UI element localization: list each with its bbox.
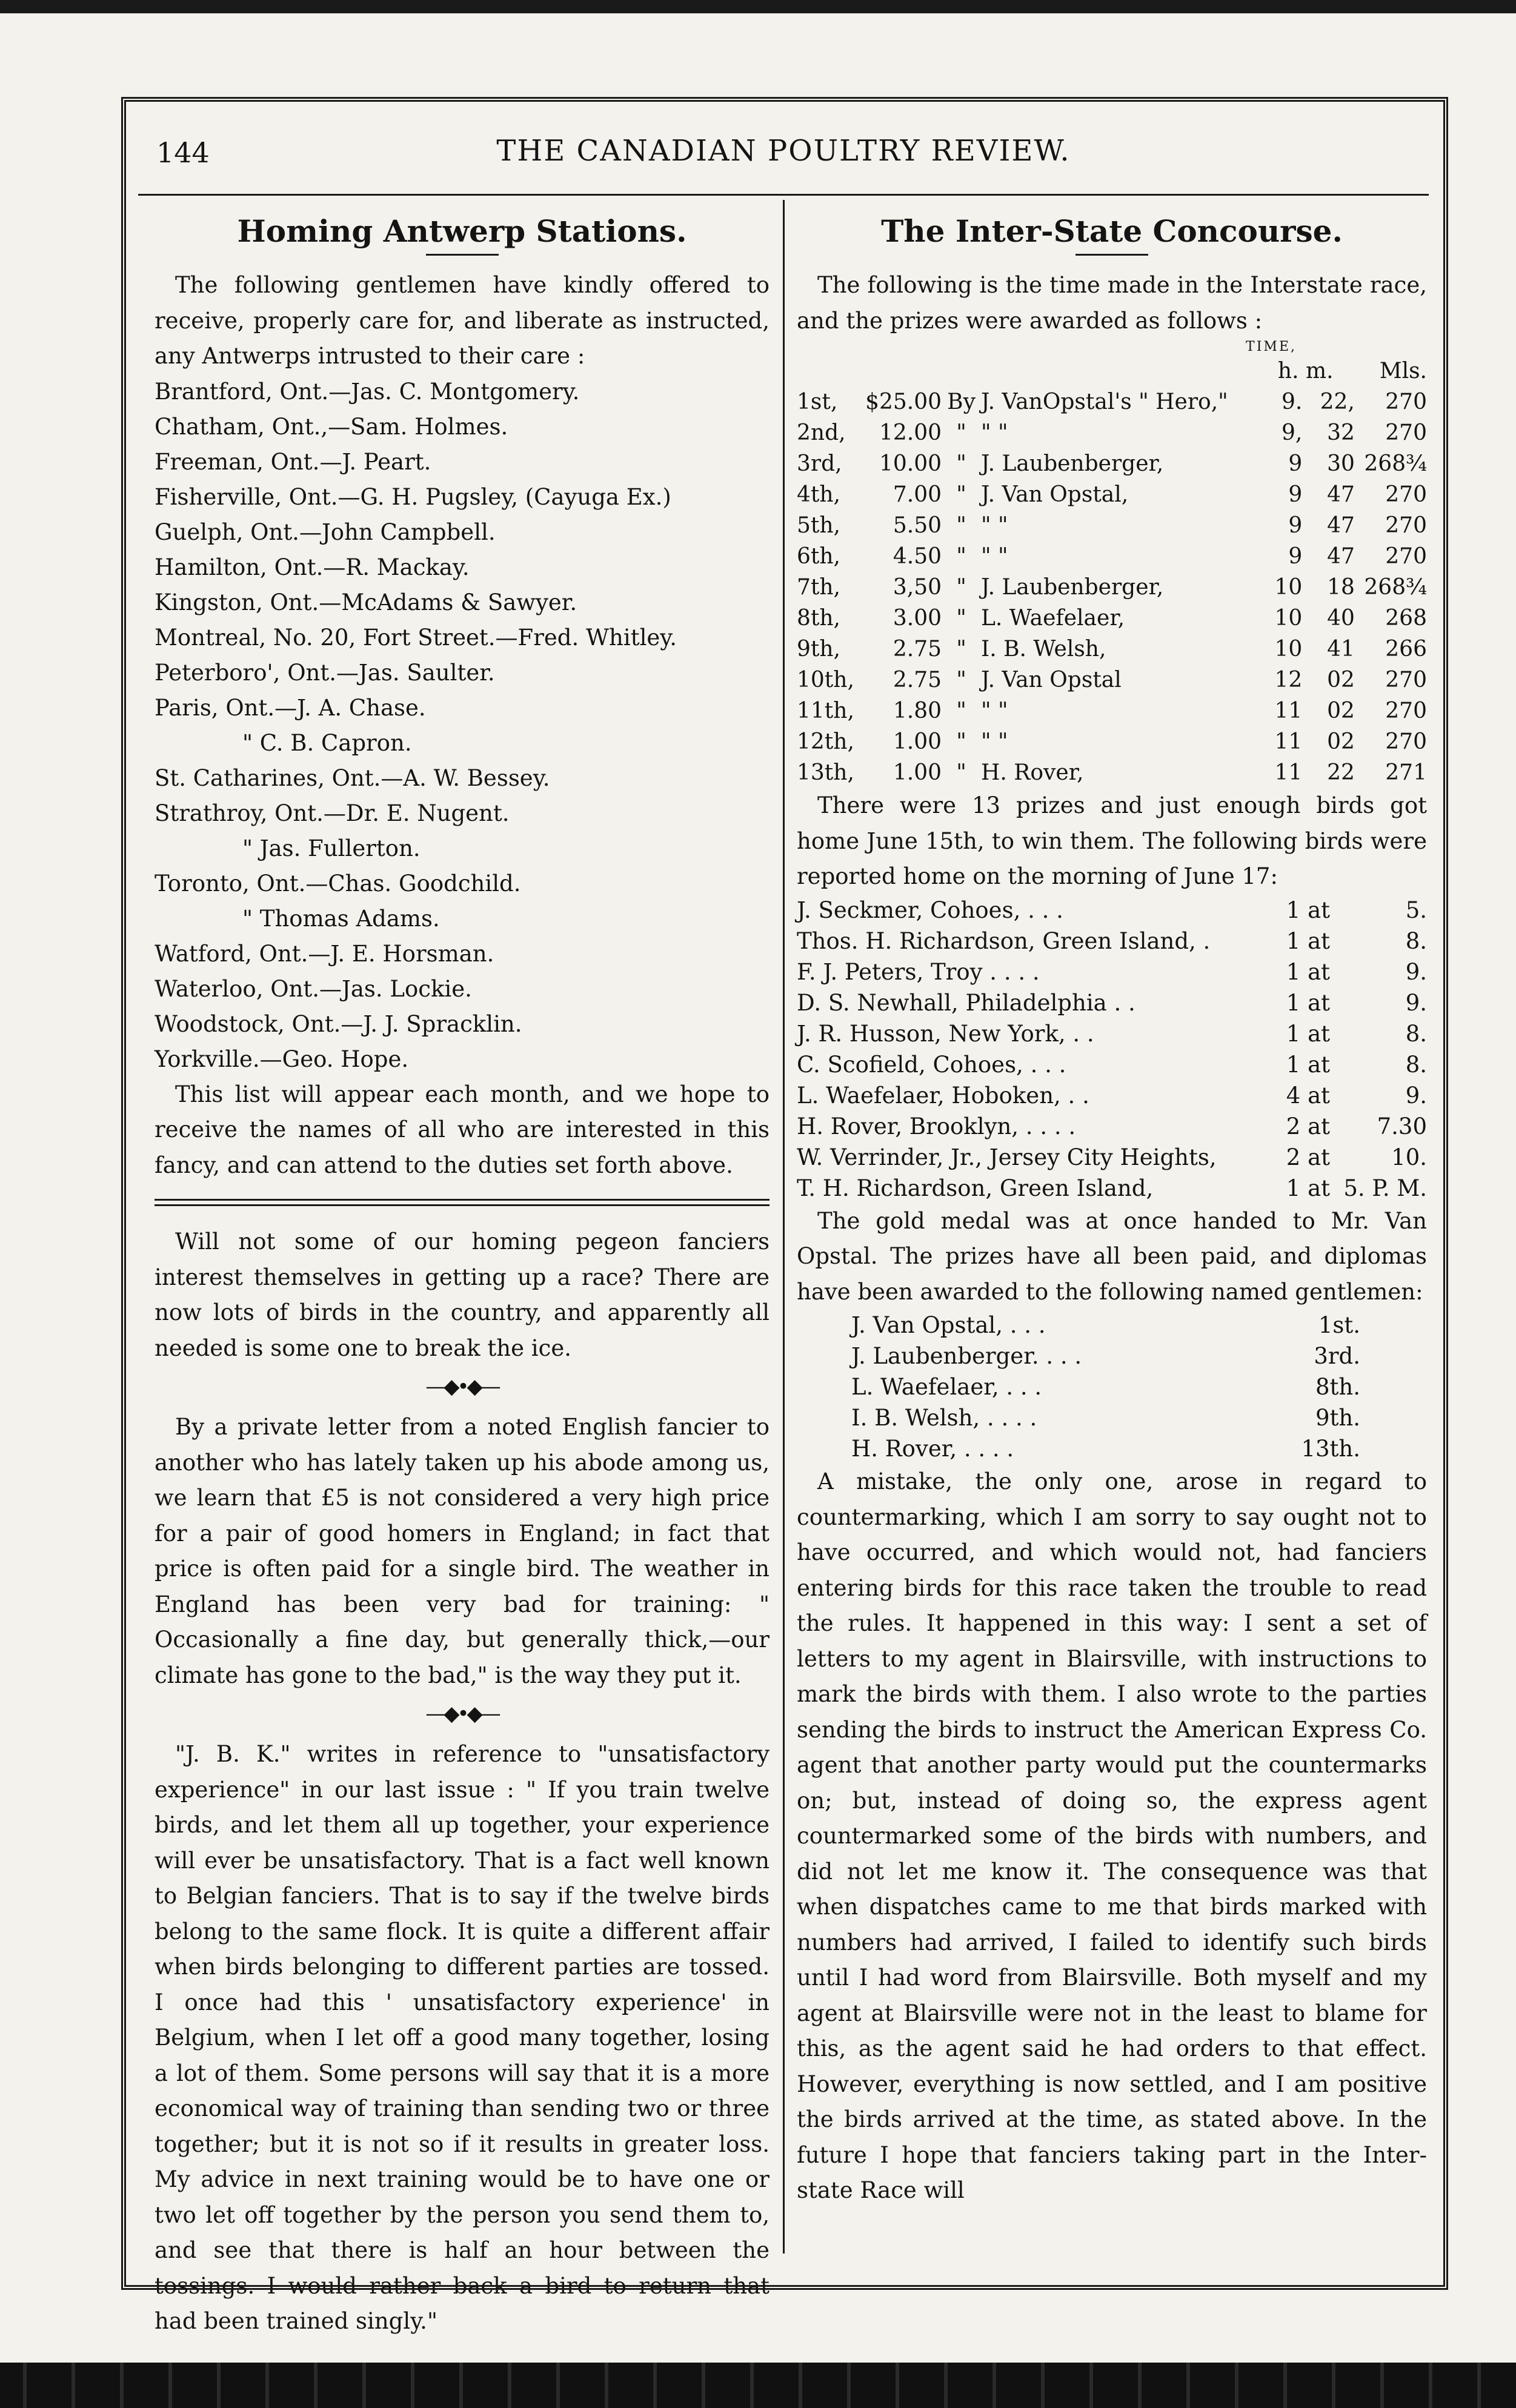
arrival-row xyxy=(797,1142,1427,1173)
prize-winner: " " xyxy=(980,420,1008,445)
prize-by: " xyxy=(956,544,966,569)
arrival-count: 4 at xyxy=(1286,1082,1330,1109)
station-item: " Jas. Fullerton. xyxy=(242,835,421,861)
arrival-time: 8. xyxy=(1405,927,1427,954)
prize-winner: I. B. Welsh, xyxy=(980,637,1106,662)
prize-by: " xyxy=(956,760,966,785)
page-header xyxy=(138,124,1429,191)
prize-amount: 1.00 xyxy=(893,729,942,754)
station-item: Chatham, Ont.,—Sam. Holmes. xyxy=(155,413,508,440)
paragraph-race: Will not some of our homing pegeon fanciers interest themselves in getting up a race? There are now lots of birds in the country, and apparently all needed is some one to break the ice. xyxy=(155,1229,770,1361)
prize-hours: 10 xyxy=(1274,606,1303,631)
heading-inter-state-concourse: The Inter-State Concourse. xyxy=(881,213,1343,249)
arrival-count: 1 at xyxy=(1286,989,1330,1016)
prize-row xyxy=(797,448,1427,479)
station-item: Toronto, Ont.—Chas. Goodchild. xyxy=(155,870,521,897)
arrival-count: 1 at xyxy=(1286,958,1330,985)
prize-place: 9th, xyxy=(797,637,840,662)
station-item: " C. B. Capron. xyxy=(242,729,412,756)
prize-row xyxy=(797,603,1427,634)
arrival-count: 1 at xyxy=(1286,1051,1330,1078)
hm-label: h. m. xyxy=(1277,359,1334,383)
prize-place: 11th, xyxy=(797,698,854,723)
arrival-time: 5. P. M. xyxy=(1343,1175,1427,1201)
diploma-place: 8th. xyxy=(1315,1374,1360,1400)
prize-minutes: 22, xyxy=(1320,390,1355,414)
arrival-name: Thos. H. Richardson, Green Island, . xyxy=(797,927,1211,954)
prize-hours: 10 xyxy=(1274,575,1303,600)
prize-place: 4th, xyxy=(797,482,840,507)
station-item: Guelph, Ont.—John Campbell. xyxy=(155,519,496,545)
diploma-place: 9th. xyxy=(1315,1405,1360,1431)
prize-row xyxy=(797,479,1427,510)
prize-by: " xyxy=(956,420,966,445)
prize-minutes: 47 xyxy=(1327,513,1355,538)
prize-minutes: 02 xyxy=(1327,668,1355,692)
station-item: Watford, Ont.—J. E. Horsman. xyxy=(155,940,494,967)
left-column xyxy=(155,206,770,2340)
diploma-place: 3rd. xyxy=(1314,1343,1360,1369)
prize-place: 8th, xyxy=(797,606,840,631)
prize-by: " xyxy=(956,513,966,538)
station-item: Montreal, No. 20, Fort Street.—Fred. Whitley. xyxy=(155,624,677,651)
station-item: Peterboro', Ont.—Jas. Saulter. xyxy=(155,659,495,686)
scan-edge-bottom xyxy=(0,2363,1516,2408)
prize-amount: 7.00 xyxy=(893,482,942,507)
arrival-row xyxy=(797,926,1427,957)
prize-miles: 270 xyxy=(1385,668,1427,692)
arrival-name: F. J. Peters, Troy . . . . xyxy=(797,958,1040,985)
prize-row xyxy=(797,417,1427,448)
prize-miles: 270 xyxy=(1385,729,1427,754)
arrivals-table xyxy=(797,895,1427,1204)
prize-winner: " " xyxy=(980,729,1008,754)
arrival-name: J. Seckmer, Cohoes, . . . xyxy=(797,897,1063,923)
prize-minutes: 22 xyxy=(1327,760,1355,785)
prize-miles: 270 xyxy=(1385,420,1427,445)
diploma-row xyxy=(851,1402,1360,1433)
prize-miles: 271 xyxy=(1385,760,1427,785)
arrival-row xyxy=(797,1049,1427,1080)
prize-row xyxy=(797,757,1427,788)
paragraph-mistake: A mistake, the only one, arose in regard to countermarking, which I am sorry to say ought not to have occurred, and which would not, had fanciers entering birds for this race taken the trouble to read the rules. It happened in this way: I sent a set of letters to my agent in Blairsville, with instructions to mark the birds with them. I also wrote to the parties sending the birds to instruct the American Express Co. agent that another party would put the countermarks on; but, instead of doing so, the express agent countermarked some of the birds with numbers, and did not let me know it. The consequence was that when dispatches came to me that birds marked with numbers had arrived, I failed to identify such birds until I had word from Blairsville. Both myself and my agent at Blairsville were not in the least to blame for this, as the agent said he had orders to that effect. However, everything is now settled, and I am positive the birds arrived at the time, as stated above. In the future I hope that fanciers taking part in the Inter-state Race will xyxy=(797,1468,1427,2203)
prize-by: " xyxy=(956,729,966,754)
prize-row xyxy=(797,634,1427,665)
prize-table-header xyxy=(797,356,1427,386)
prize-table xyxy=(797,356,1427,788)
prize-place: 2nd, xyxy=(797,420,846,445)
arrival-name: W. Verrinder, Jr., Jersey City Heights, xyxy=(797,1144,1217,1170)
prize-miles: 270 xyxy=(1385,544,1427,569)
prize-amount: $25.00 xyxy=(865,390,942,414)
prize-amount: 10.00 xyxy=(879,451,942,476)
prize-miles: 266 xyxy=(1385,637,1427,662)
prize-by: " xyxy=(956,606,966,631)
arrival-time: 9. xyxy=(1405,989,1427,1016)
prize-winner: J. Laubenberger, xyxy=(980,451,1164,476)
prize-minutes: 47 xyxy=(1327,482,1355,507)
stations-note: This list will appear each month, and we hope to receive the names of all who are interested in this fancy, and can attend to the duties set forth above. xyxy=(155,1081,770,1178)
arrival-count: 1 at xyxy=(1286,927,1330,954)
prize-winner: L. Waefelaer, xyxy=(980,606,1125,631)
ornament-divider: —◆•◆— xyxy=(425,1702,499,1726)
prize-minutes: 32 xyxy=(1327,420,1355,445)
arrival-row xyxy=(797,957,1427,987)
prize-place: 6th, xyxy=(797,544,840,569)
prize-row xyxy=(797,510,1427,541)
station-item: Brantford, Ont.—Jas. C. Montgomery. xyxy=(155,378,580,405)
prize-row xyxy=(797,541,1427,572)
station-item: Fisherville, Ont.—G. H. Pugsley, (Cayuga Ex.) xyxy=(155,483,671,510)
prize-amount: 5.50 xyxy=(893,513,942,538)
station-item: Woodstock, Ont.—J. J. Spracklin. xyxy=(155,1010,522,1037)
diploma-place: 13th. xyxy=(1301,1436,1360,1462)
paragraph-prizes: There were 13 prizes and just enough birds got home June 15th, to win them. The following birds were reported home on the morning of June 17: xyxy=(797,792,1427,889)
prize-winner: " " xyxy=(980,513,1008,538)
prize-hours: 11 xyxy=(1274,698,1303,723)
station-item: " Thomas Adams. xyxy=(242,905,440,932)
header-rule xyxy=(138,194,1429,196)
station-item: Hamilton, Ont.—R. Mackay. xyxy=(155,554,470,580)
arrival-count: 1 at xyxy=(1286,897,1330,923)
ornament-divider: —◆•◆— xyxy=(425,1375,499,1399)
prize-hours: 9 xyxy=(1288,482,1303,507)
arrival-count: 1 at xyxy=(1286,1020,1330,1047)
prize-minutes: 02 xyxy=(1327,729,1355,754)
arrival-name: C. Scofield, Cohoes, . . . xyxy=(797,1051,1066,1078)
prize-row xyxy=(797,726,1427,757)
prize-amount: 1.00 xyxy=(893,760,942,785)
prize-miles: 268 xyxy=(1385,606,1427,631)
prize-amount: 2.75 xyxy=(893,668,942,692)
stations-intro: The following gentlemen have kindly offered to receive, properly care for, and liberate as instructed, any Antwerps intrusted to their care : xyxy=(155,272,770,369)
column-divider xyxy=(783,200,785,2254)
arrival-time: 10. xyxy=(1391,1144,1427,1170)
prize-amount: 12.00 xyxy=(879,420,942,445)
prize-amount: 3,50 xyxy=(893,575,942,600)
prize-hours: 10 xyxy=(1274,637,1303,662)
prize-minutes: 40 xyxy=(1327,606,1355,631)
arrival-name: T. H. Richardson, Green Island, xyxy=(797,1175,1154,1201)
prize-winner: " " xyxy=(980,544,1008,569)
prize-place: 7th, xyxy=(797,575,840,600)
station-item: Kingston, Ont.—McAdams & Sawyer. xyxy=(155,589,577,615)
prize-winner: J. VanOpstal's " Hero," xyxy=(980,390,1228,414)
diploma-row xyxy=(851,1433,1360,1464)
arrival-time: 8. xyxy=(1405,1020,1427,1047)
prize-place: 3rd, xyxy=(797,451,842,476)
prize-miles: 270 xyxy=(1385,698,1427,723)
station-item: Freeman, Ont.—J. Peart. xyxy=(155,448,431,475)
arrival-time: 9. xyxy=(1405,958,1427,985)
heading-rule xyxy=(426,254,499,256)
arrival-name: D. S. Newhall, Philadelphia . . xyxy=(797,989,1135,1016)
prize-by: " xyxy=(956,698,966,723)
arrival-time: 7.30 xyxy=(1377,1113,1427,1139)
station-item: St. Catharines, Ont.—A. W. Bessey. xyxy=(155,765,550,791)
prize-winner: J. Laubenberger, xyxy=(980,575,1164,600)
prize-miles: 270 xyxy=(1385,513,1427,538)
prize-place: 10th, xyxy=(797,668,854,692)
prize-minutes: 02 xyxy=(1327,698,1355,723)
arrival-row xyxy=(797,1111,1427,1142)
prize-winner: J. Van Opstal xyxy=(980,668,1122,692)
prize-hours: 9, xyxy=(1281,420,1303,445)
diplomas-table xyxy=(851,1310,1360,1464)
prize-amount: 2.75 xyxy=(893,637,942,662)
station-item: Waterloo, Ont.—Jas. Lockie. xyxy=(155,975,472,1002)
prize-hours: 9 xyxy=(1288,451,1303,476)
time-column-label: TIME, xyxy=(1246,339,1297,354)
arrival-row xyxy=(797,1018,1427,1049)
section-rule xyxy=(155,1199,770,1206)
prize-row xyxy=(797,695,1427,726)
arrival-count: 2 at xyxy=(1286,1113,1330,1139)
prize-miles: 268¾ xyxy=(1364,451,1427,476)
prize-miles: 270 xyxy=(1385,390,1427,414)
prize-place: 5th, xyxy=(797,513,840,538)
paragraph-medal: The gold medal was at once handed to Mr. Van Opstal. The prizes have all been paid, and diplomas have been awarded to the following named gentlemen: xyxy=(797,1207,1427,1305)
concourse-intro: The following is the time made in the Interstate race, and the prizes were awarded as follows : xyxy=(797,272,1427,334)
prize-winner: J. Van Opstal, xyxy=(980,482,1129,507)
arrival-row xyxy=(797,1173,1427,1204)
diploma-row xyxy=(851,1371,1360,1402)
scan-edge-top xyxy=(0,0,1516,13)
station-item: Yorkville.—Geo. Hope. xyxy=(155,1046,409,1072)
diploma-name: J. Laubenberger. . . . xyxy=(851,1343,1082,1369)
prize-by: " xyxy=(956,668,966,692)
arrival-name: L. Waefelaer, Hoboken, . . xyxy=(797,1082,1089,1109)
page-number: 144 xyxy=(156,136,210,169)
arrival-name: H. Rover, Brooklyn, . . . . xyxy=(797,1113,1076,1139)
prize-minutes: 47 xyxy=(1327,544,1355,569)
prize-minutes: 30 xyxy=(1327,451,1355,476)
prize-miles: 270 xyxy=(1385,482,1427,507)
prize-place: 12th, xyxy=(797,729,854,754)
prize-by: " xyxy=(956,575,966,600)
diploma-row xyxy=(851,1310,1360,1341)
prize-winner: H. Rover, xyxy=(980,760,1084,785)
station-item: Strathroy, Ont.—Dr. E. Nugent. xyxy=(155,800,510,826)
heading-homing-antwerp-stations: Homing Antwerp Stations. xyxy=(237,213,687,249)
prize-row xyxy=(797,572,1427,603)
arrival-count: 2 at xyxy=(1286,1144,1330,1170)
paragraph-jbk: "J. B. K." writes in reference to "unsatisfactory experience" in our last issue : " If you train twelve birds, and let them all up together, your experience will ever be unsatisfactory. That is a fact well known to Belgian fanciers. That is to say if the twelve birds belong to the same flock. It is quite a different affair when birds belonging to different parties are tossed. I once had this ' unsatisfactory experience' in Belgium, when I let off a good many together, losing a lot of them. Some persons will say that it is a more economical way of training than sending two or three together; but it is not so if it results in greater loss. My advice in next training would be to have one or two let off together by the person you send them to, and see that there is half an hour between the tossings. I would rather back a bird to return that had been trained singly." xyxy=(155,1741,770,2334)
diploma-name: L. Waefelaer, . . . xyxy=(851,1374,1042,1400)
prize-winner: " " xyxy=(980,698,1008,723)
prize-by: " xyxy=(956,637,966,662)
prize-amount: 1.80 xyxy=(893,698,942,723)
arrival-count: 1 at xyxy=(1286,1175,1330,1201)
running-title: THE CANADIAN POULTRY REVIEW. xyxy=(496,134,1071,168)
prize-hours: 9 xyxy=(1288,513,1303,538)
prize-row xyxy=(797,665,1427,695)
station-item: Paris, Ont.—J. A. Chase. xyxy=(155,694,426,721)
right-column xyxy=(797,206,1427,2209)
prize-by: " xyxy=(956,482,966,507)
arrival-name: J. R. Husson, New York, . . xyxy=(797,1020,1094,1047)
diploma-row xyxy=(851,1341,1360,1371)
prize-minutes: 18 xyxy=(1327,575,1355,600)
mls-label: Mls. xyxy=(1379,359,1427,383)
diploma-name: H. Rover, . . . . xyxy=(851,1436,1014,1462)
prize-by: By xyxy=(947,390,976,414)
prize-miles: 268¾ xyxy=(1364,575,1427,600)
prize-hours: 9 xyxy=(1288,544,1303,569)
arrival-row xyxy=(797,1080,1427,1111)
arrival-row xyxy=(797,895,1427,926)
prize-hours: 11 xyxy=(1274,729,1303,754)
prize-row xyxy=(797,386,1427,417)
prize-by: " xyxy=(956,451,966,476)
prize-amount: 4.50 xyxy=(893,544,942,569)
arrival-row xyxy=(797,987,1427,1018)
prize-place: 1st, xyxy=(797,390,838,414)
diploma-place: 1st. xyxy=(1318,1312,1360,1338)
diploma-name: I. B. Welsh, . . . . xyxy=(851,1405,1037,1431)
prize-hours: 12 xyxy=(1274,668,1303,692)
prize-amount: 3.00 xyxy=(893,606,942,631)
arrival-time: 5. xyxy=(1405,897,1427,923)
prize-place: 13th, xyxy=(797,760,854,785)
diploma-name: J. Van Opstal, . . . xyxy=(851,1312,1046,1338)
arrival-time: 8. xyxy=(1405,1051,1427,1078)
prize-minutes: 41 xyxy=(1327,637,1355,662)
prize-hours: 11 xyxy=(1274,760,1303,785)
heading-rule xyxy=(1075,254,1148,256)
prize-hours: 9. xyxy=(1281,390,1303,414)
arrival-time: 9. xyxy=(1405,1082,1427,1109)
stations-list xyxy=(155,374,770,1077)
paragraph-letter: By a private letter from a noted English fancier to another who has lately taken up his abode among us, we learn that £5 is not considered a very high price for a pair of good homers in England; in fact that price is often paid for a single bird. The weather in England has been very bad for training: " Occasionally a fine day, but generally thick,—our climate has gone to the bad," is the way they put it. xyxy=(155,1414,770,1688)
